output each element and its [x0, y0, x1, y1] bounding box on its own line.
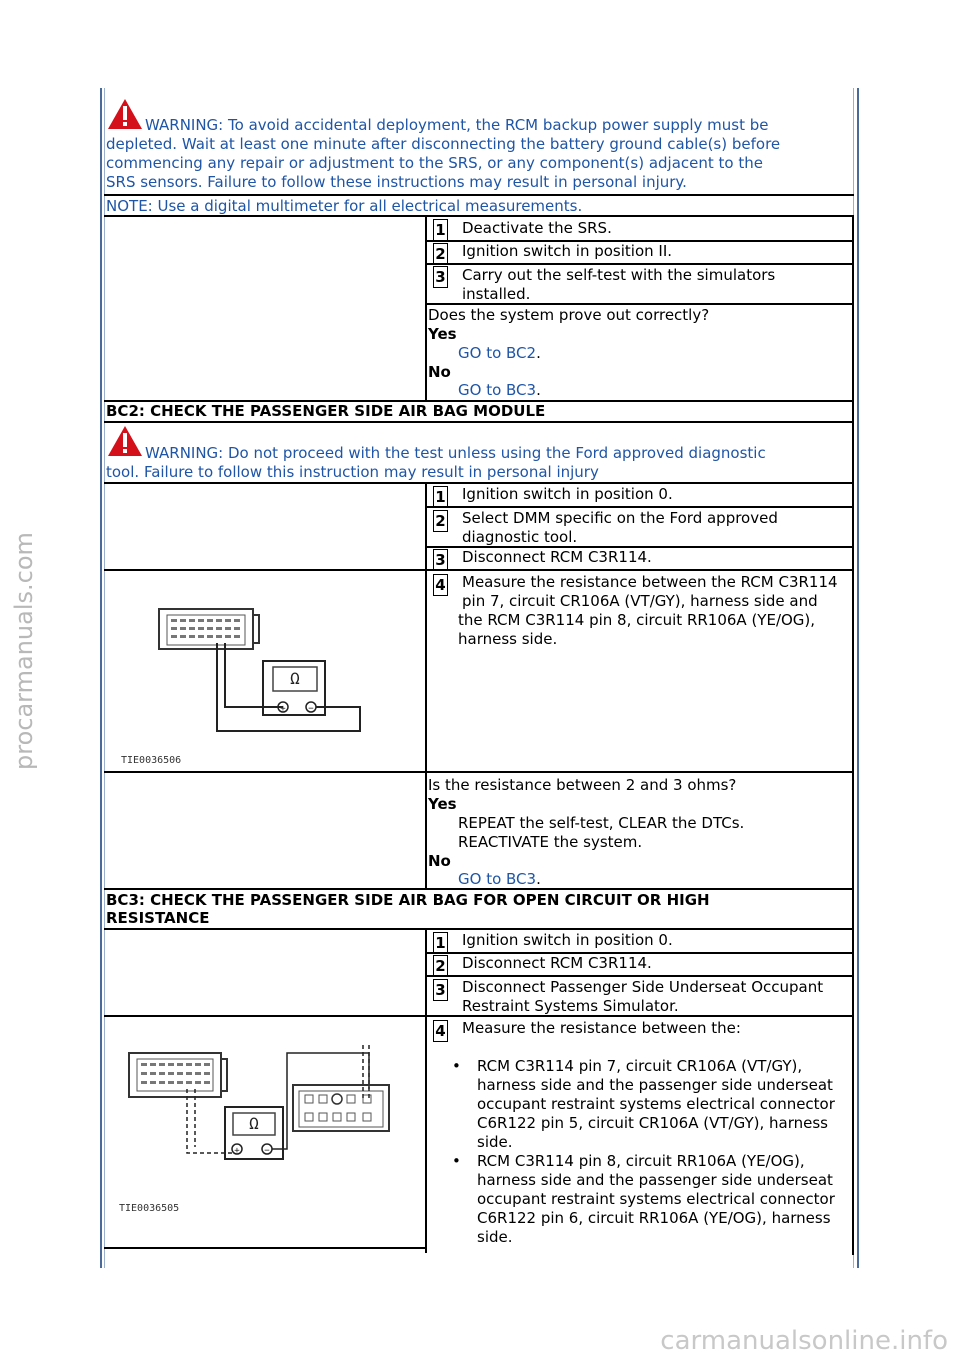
no-label: No — [428, 852, 451, 870]
rule — [104, 482, 854, 484]
note-text: NOTE: Use a digital multimeter for all electrical measurements. — [106, 197, 583, 215]
bullet-line: RCM C3R114 pin 7, circuit CR106A (VT/GY), — [477, 1057, 803, 1075]
step-text: the RCM C3R114 pin 8, circuit RR106A (YE/OG), — [458, 611, 816, 629]
bc3-header-line-1: BC3: CHECK THE PASSENGER SIDE AIR BAG FOR OPEN CIRCUIT OR HIGH — [106, 891, 710, 909]
step-number: 1 — [433, 219, 448, 241]
step-text: diagnostic tool. — [462, 528, 578, 546]
yes-action-line: REACTIVATE the system. — [458, 833, 643, 851]
svg-text:−: − — [264, 1146, 270, 1156]
no-action — [458, 870, 541, 889]
step-text: Measure the resistance between the RCM C3R114 — [462, 573, 838, 591]
no-label: No — [428, 363, 451, 381]
bc2-warning-line-2: tool. Failure to follow this instruction may result in personal injury — [106, 463, 599, 481]
rule — [104, 771, 854, 773]
yes-action — [458, 344, 541, 363]
step-text: installed. — [462, 285, 531, 303]
bullet-line: side. — [477, 1133, 513, 1151]
left-frame-line-inner — [104, 88, 105, 1268]
bullet-line: C6R122 pin 5, circuit CR106A (VT/GY), harness — [477, 1114, 828, 1132]
bullet-line: harness side and the passenger side underseat — [477, 1076, 833, 1094]
rule — [104, 1247, 426, 1249]
bullet-line: RCM C3R114 pin 8, circuit RR106A (YE/OG), — [477, 1152, 805, 1170]
step-number: 2 — [433, 510, 448, 532]
step-text: Measure the resistance between the: — [462, 1019, 741, 1037]
yes-label: Yes — [428, 795, 457, 813]
no-action — [458, 381, 541, 400]
go-to-bc3-link[interactable]: GO to BC3 — [458, 381, 537, 399]
step-text: Select DMM specific on the Ford approved — [462, 509, 778, 527]
image-code: TIE0036506 — [121, 755, 182, 766]
image-code: TIE0036505 — [119, 1203, 180, 1214]
step-number: 2 — [433, 243, 448, 265]
step-text: Ignition switch in position II. — [462, 242, 673, 260]
yes-action-line: REPEAT the self-test, CLEAR the DTCs. — [458, 814, 745, 832]
bullet: • — [452, 1057, 461, 1075]
step-number: 1 — [433, 486, 448, 508]
right-rule — [852, 215, 854, 1255]
rule — [104, 569, 854, 571]
period: . — [536, 344, 541, 362]
svg-text:+: + — [280, 704, 286, 714]
period: . — [536, 381, 541, 399]
go-to-bc3-link[interactable]: GO to BC3 — [458, 870, 537, 888]
go-to-bc2-link[interactable]: GO to BC2 — [458, 344, 537, 362]
step-text: Disconnect RCM C3R114. — [462, 954, 652, 972]
column-divider — [425, 215, 427, 401]
bc3-diagram — [107, 1019, 425, 1247]
step-text: harness side. — [458, 630, 558, 648]
bullet-line: occupant restraint systems electrical connector — [477, 1190, 835, 1208]
rule — [427, 506, 854, 508]
bc2-diagram — [107, 573, 425, 769]
step-text: pin 7, circuit CR106A (VT/GY), harness side and — [462, 592, 818, 610]
rule — [104, 888, 854, 890]
bottom-watermark: carmanualsonline.info — [660, 1326, 948, 1356]
step-number: 4 — [433, 574, 448, 596]
bullet-line: harness side and the passenger side underseat — [477, 1171, 833, 1189]
ohm-symbol: Ω — [249, 1114, 259, 1133]
question-text: Does the system prove out correctly? — [428, 306, 710, 324]
rule — [104, 194, 854, 196]
rule — [427, 975, 854, 977]
right-frame-line — [857, 88, 859, 1268]
rule — [104, 215, 854, 217]
warning1-line-3: commencing any repair or adjustment to the SRS, or any component(s) adjacent to the — [106, 154, 763, 172]
bullet-line: C6R122 pin 6, circuit RR106A (YE/OG), harness — [477, 1209, 831, 1227]
svg-text:−: − — [308, 704, 314, 714]
bc3-header-line-2: RESISTANCE — [106, 909, 210, 927]
step-text: Restraint Systems Simulator. — [462, 997, 679, 1015]
bc2-warning-line-1: WARNING: Do not proceed with the test unless using the Ford approved diagnostic — [145, 444, 766, 462]
step-number: 2 — [433, 955, 448, 977]
step-number: 3 — [433, 266, 448, 288]
warning-icon — [107, 98, 143, 130]
side-watermark — [0, 0, 36, 1358]
bullet-line: side. — [477, 1228, 513, 1246]
step-text: Disconnect Passenger Side Underseat Occupant — [462, 978, 824, 996]
rule — [104, 1015, 854, 1017]
step-text: Ignition switch in position 0. — [462, 485, 673, 503]
rule — [427, 263, 854, 265]
svg-text:+: + — [234, 1146, 240, 1156]
bullet: • — [452, 1152, 461, 1170]
bc2-header: BC2: CHECK THE PASSENGER SIDE AIR BAG MODULE — [106, 402, 546, 420]
period: . — [536, 870, 541, 888]
left-frame-line — [100, 88, 102, 1268]
warning-icon — [107, 425, 143, 457]
warning1-line-1: WARNING: To avoid accidental deployment, the RCM backup power supply must be — [145, 116, 769, 134]
side-watermark-text: procarmanuals.com — [10, 532, 38, 770]
warning1-line-4: SRS sensors. Failure to follow these instructions may result in personal injury. — [106, 173, 687, 191]
rule — [427, 303, 854, 305]
step-number: 4 — [433, 1020, 448, 1042]
step-text: Disconnect RCM C3R114. — [462, 548, 652, 566]
rule — [104, 928, 854, 930]
ohm-symbol: Ω — [290, 669, 300, 688]
step-text: Ignition switch in position 0. — [462, 931, 673, 949]
step-number: 3 — [433, 549, 448, 571]
warning1-line-2: depleted. Wait at least one minute after disconnecting the battery ground cable(s) before — [106, 135, 781, 153]
step-text: Carry out the self-test with the simulators — [462, 266, 776, 284]
step-number: 3 — [433, 979, 448, 1001]
step-number: 1 — [433, 932, 448, 954]
bullet-line: occupant restraint systems electrical connector — [477, 1095, 835, 1113]
column-divider — [425, 482, 427, 888]
question-text: Is the resistance between 2 and 3 ohms? — [428, 776, 737, 794]
step-text: Deactivate the SRS. — [462, 219, 612, 237]
yes-label: Yes — [428, 325, 457, 343]
rule — [104, 421, 854, 423]
